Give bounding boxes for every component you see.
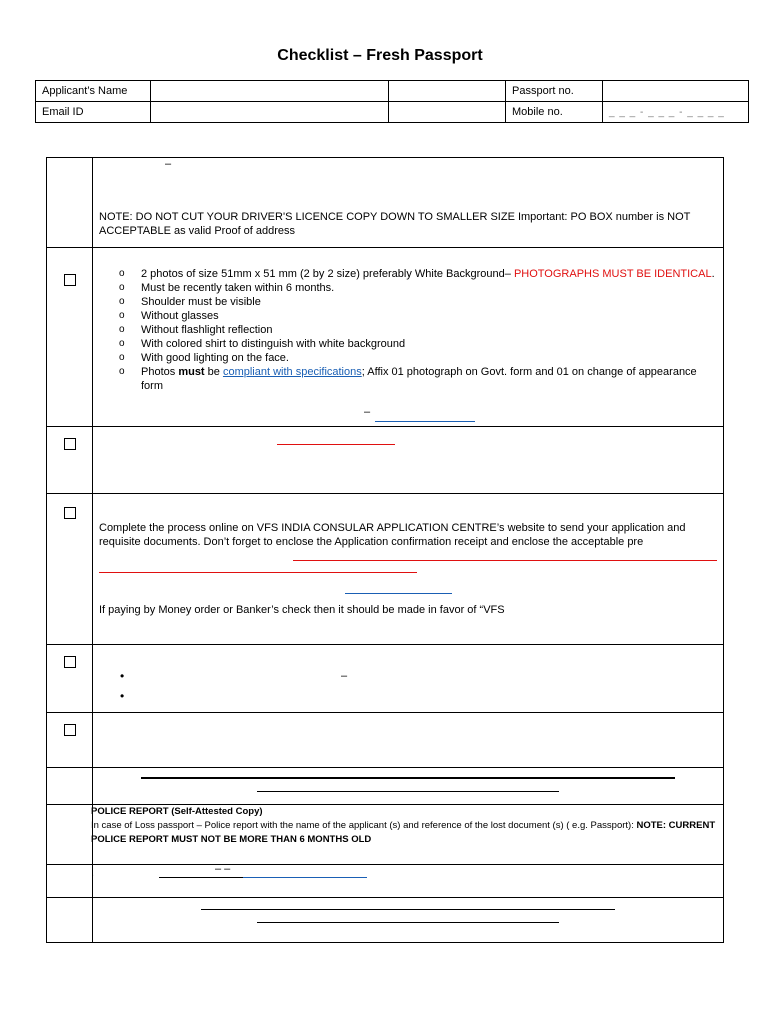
email-label: Email ID xyxy=(36,102,151,123)
info-row-2 xyxy=(36,102,749,123)
red-underline xyxy=(99,572,417,573)
passport-no-field[interactable] xyxy=(603,81,749,102)
payment-note: If paying by Money order or Banker’s check then it should be made in favor of “VFS xyxy=(99,604,505,616)
info-row-1 xyxy=(36,81,749,102)
dot-mark: . xyxy=(91,867,95,879)
row3-checkbox[interactable] xyxy=(64,438,76,450)
applicant-info-table xyxy=(35,80,749,123)
passport-no-label: Passport no. xyxy=(506,81,603,102)
list-item: o 2 photos of size 51mm x 51 mm (2 by 2 size) preferably White Background– PHOTOGRAPHS MUST BE IDENTICAL. xyxy=(99,267,717,281)
dash-mark: – xyxy=(165,158,172,170)
checklist-row-7 xyxy=(47,767,723,805)
checklist-row-10 xyxy=(47,897,723,944)
blank-cell-1 xyxy=(389,81,506,102)
red-underline xyxy=(293,560,717,561)
red-underline xyxy=(277,444,395,445)
email-field[interactable] xyxy=(151,102,389,123)
blank-cell-2 xyxy=(389,102,506,123)
row5-checkbox[interactable] xyxy=(64,656,76,668)
checklist-row-photos xyxy=(47,247,723,427)
dash-mark: – xyxy=(364,406,371,418)
mobile-mask: _ _ _ - _ _ _ - _ _ _ _ xyxy=(609,107,725,118)
applicant-name-field[interactable] xyxy=(151,81,389,102)
blue-underline xyxy=(375,421,475,422)
list-item: o Shoulder must be visible xyxy=(99,295,717,309)
black-underline xyxy=(257,791,559,792)
applicant-name-label: Applicant’s Name xyxy=(36,81,151,102)
list-item: o Without flashlight reflection xyxy=(99,323,717,337)
black-underline xyxy=(141,777,675,779)
police-report-title: POLICE REPORT (Self-Attested Copy) xyxy=(91,806,263,817)
black-underline xyxy=(257,922,559,923)
list-item: o Must be recently taken within 6 months. xyxy=(99,281,717,295)
checklist-row-bullets xyxy=(47,644,723,713)
blue-underline xyxy=(243,877,367,878)
checklist-row-vfs xyxy=(47,493,723,645)
checklist-row-9 xyxy=(47,864,723,898)
black-underline xyxy=(159,877,243,878)
blue-underline xyxy=(345,593,452,594)
mobile-no-field[interactable] xyxy=(603,102,749,123)
row6-checkbox[interactable] xyxy=(64,724,76,736)
dash-mark: – xyxy=(341,670,348,682)
checklist-row-6 xyxy=(47,712,723,768)
checklist-row-3 xyxy=(47,426,723,494)
police-report-note: NOTE: CURRENT POLICE REPORT MUST NOT BE MORE THAN 6 MONTHS OLD xyxy=(91,820,716,845)
document-title: Checklist – Fresh Passport xyxy=(277,47,483,64)
police-report: POLICE REPORT (Self-Attested Copy) In case of Loss passport – Police report with the name of the applicant (s) and reference of the lost document (s) ( e.g. Passport): NOTE: CURRENT POLICE REPORT MUST NOT BE MORE THAN 6 MONTHS OLD xyxy=(91,806,716,845)
checklist-row-licence xyxy=(47,158,723,248)
list-item: o Without glasses xyxy=(99,309,717,323)
photos-requirements xyxy=(99,267,717,393)
list-item: o Photos must be compliant with specifications; Affix 01 photograph on Govt. form and 01 on change of appearance form xyxy=(99,365,717,393)
licence-note: NOTE: DO NOT CUT YOUR DRIVER'S LICENCE COPY DOWN TO SMALLER SIZE Important: PO BOX number is NOT ACCEPTABLE as valid Proof of address xyxy=(99,211,691,237)
identical-warning: PHOTOGRAPHS MUST BE IDENTICAL xyxy=(513,268,712,280)
vfs-instructions: Complete the process online on VFS INDIA CONSULAR APPLICATION CENTRE’s website to send your application and requisite documents. Don’t forget to enclose the Application confirmation receipt and enclose the acceptable pre xyxy=(99,522,686,548)
black-underline xyxy=(201,909,615,910)
list-item: o With good lighting on the face. xyxy=(99,351,717,365)
list-item: o With colored shirt to distinguish with white background xyxy=(99,337,717,351)
vfs-checkbox[interactable] xyxy=(64,507,76,519)
photos-list xyxy=(99,267,717,393)
bullet-mark: • xyxy=(120,669,125,683)
dash-mark: – – xyxy=(215,863,231,875)
checklist-row-police xyxy=(47,804,723,865)
specifications-link[interactable]: compliant with specifications xyxy=(222,366,362,378)
mobile-no-label: Mobile no. xyxy=(506,102,603,123)
bullet-mark: • xyxy=(120,689,125,703)
photos-checkbox[interactable] xyxy=(64,274,76,286)
checklist-table xyxy=(46,157,724,943)
